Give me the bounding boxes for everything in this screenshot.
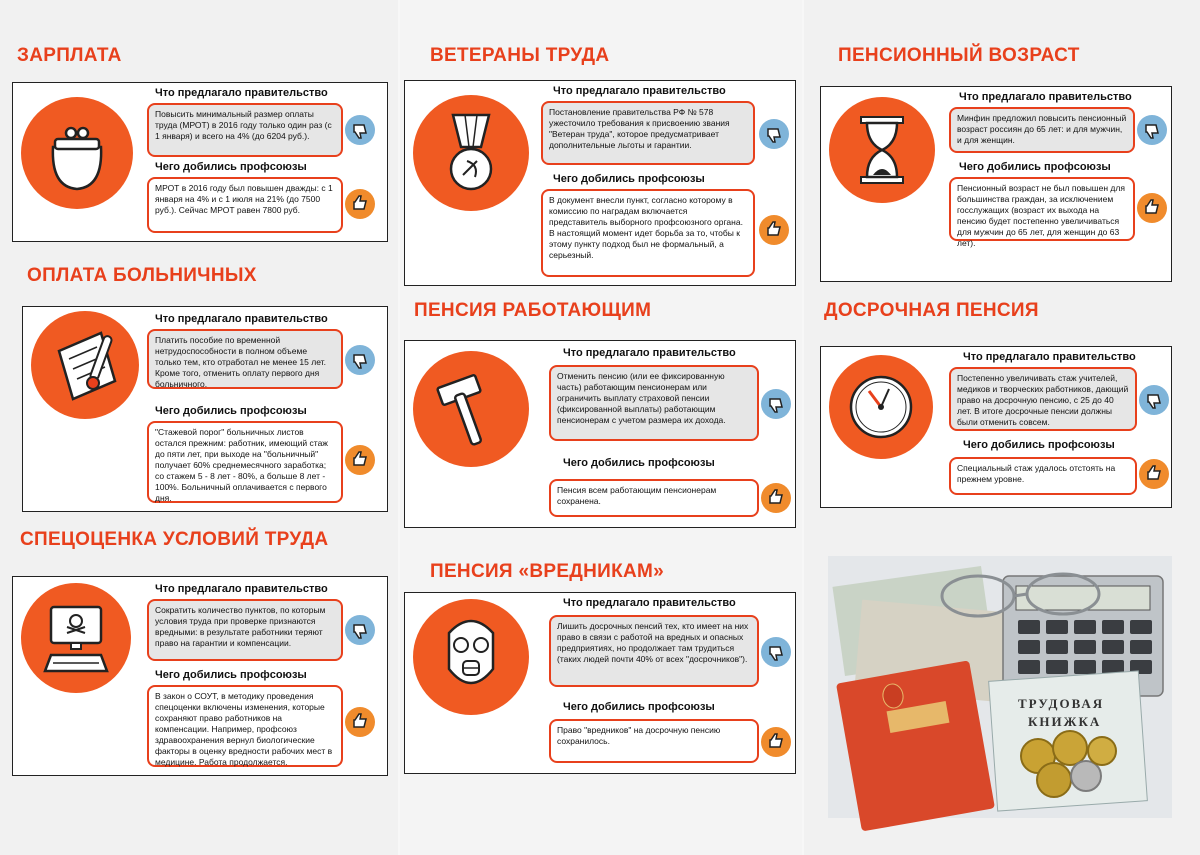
thumbs-down-icon [1139,385,1169,415]
union-result-text: Специальный стаж удалось отстоять на прежнем уровне. [949,457,1137,495]
union-label: Чего добились профсоюзы [959,161,1111,173]
gov-label: Что предлагало правительство [959,91,1132,103]
thumbs-up-icon [345,707,375,737]
thumbs-down-icon [761,389,791,419]
union-result-text: В закон о СОУТ, в методику проведения спецоценки включены изменения, которые сохраняют право работников на компенсации. Например, профсоюз здравоохранения вернул биологические факторы в оценку вредности рабочих мест в медицине. Работа продолжается. [147,685,343,767]
section-title-labor-veterans: ВЕТЕРАНЫ ТРУДА [430,45,610,66]
section-title-sick-pay: ОПЛАТА БОЛЬНИЧНЫХ [27,265,257,286]
gov-label: Что предлагало правительство [553,85,726,97]
thumbs-up-icon [759,215,789,245]
gov-proposal-text: Лишить досрочных пенсий тех, кто имеет на них право в связи с работой на вредных и опасных предприятиях, но продолжает там трудиться (таких людей почти 40% от всех "досрочников"). [549,615,759,687]
thumbs-up-icon [761,727,791,757]
thumbs-down-icon [345,115,375,145]
panel-sick-pay [22,306,388,512]
gov-proposal-text: Постепенно увеличивать стаж учителей, медиков и творческих работников, дающий право на досрочную пенсию, с 25 до 40 лет. В итоге досрочные пенсии должны были отменить совсем. [949,367,1137,431]
thumbs-up-icon [345,445,375,475]
gov-proposal-text: Повысить минимальный размер оплаты труда (МРОТ) в 2016 году только один раз (с 1 января) и всего на 4% (до 6204 руб.). [147,103,343,157]
panel-early-pension [820,346,1172,508]
gov-proposal-text: Отменить пенсию (или ее фиксированную часть) работающим пенсионерам или ограничить выплату страховой пенсии (фиксированной выплаты) работающим пенсионерам с учетом размера их дохода. [549,365,759,441]
labor-book-title-line2: КНИЖКА [1028,714,1102,729]
thumbs-up-icon [1139,459,1169,489]
union-label: Чего добились профсоюзы [563,457,715,469]
section-title-work-conditions: СПЕЦОЦЕНКА УСЛОВИЙ ТРУДА [20,529,329,550]
thumbs-up-icon [761,483,791,513]
gov-proposal-text: Минфин предложил повысить пенсионный возраст россиян до 65 лет: и для мужчин, и для женщин. [949,107,1135,153]
labor-book-photo [828,556,1172,818]
union-result-text: В документ внесли пункт, согласно которому в комиссию по наградам включается представитель выборного профсоюзного органа. В настоящий момент идет борьба за то, чтобы к этому пункту подход был не формальный, а серьезный. [541,189,755,277]
gov-label: Что предлагало правительство [155,313,328,325]
thumbs-up-icon [345,189,375,219]
section-title-retirement-age: ПЕНСИОННЫЙ ВОЗРАСТ [838,45,1080,66]
hammer-icon [413,351,529,467]
thumbs-down-icon [761,637,791,667]
panel-labor-veterans [404,80,796,286]
union-result-text: Пенсионный возраст не был повышен для большинства граждан, за исключением госслужащих (возраст их выхода на пенсию будет постепенно увеличиваться для мужчин до 65 лет, для женщин до 63 лет). [949,177,1135,241]
panel-working-pension [404,340,796,528]
union-label: Чего добились профсоюзы [155,669,307,681]
union-result-text: Пенсия всем работающим пенсионерам сохранена. [549,479,759,517]
gov-label: Что предлагало правительство [155,583,328,595]
union-result-text: "Стажевой порог" больничных листов остался прежним: работник, имеющий стаж до пяти лет, при выходе на "больничный" получает 60% среднемесячного заработка; со стажем 5 - 8 лет - 80%, а больше 8 лет - 100%. Больничный оплачивается с первого дня. [147,421,343,503]
hourglass-icon [829,97,935,203]
purse-icon [21,97,133,209]
gov-label: Что предлагало правительство [563,347,736,359]
union-label: Чего добились профсоюзы [963,439,1115,451]
union-label: Чего добились профсоюзы [563,701,715,713]
gov-proposal-text: Платить пособие по временной нетрудоспособности в полном объеме только тем, кто отработал не менее 15 лет. Кроме того, отменить оплату первого дня больничного. [147,329,343,389]
panel-retirement-age [820,86,1172,282]
labor-book-title-line1: ТРУДОВАЯ [1018,696,1105,711]
panel-work-conditions [12,576,388,776]
panel-salary [12,82,388,242]
photo-illustration [828,556,1172,818]
thumbs-down-icon [1137,115,1167,145]
thumbs-down-icon [759,119,789,149]
section-title-salary: ЗАРПЛАТА [17,45,122,66]
thumbs-down-icon [345,345,375,375]
gov-proposal-text: Сократить количество пунктов, по которым условия труда при проверке признаются вредными: в результате работники теряют право на гарантии и компенсации. [147,599,343,661]
union-label: Чего добились профсоюзы [553,173,705,185]
sick-note-thermometer-icon [31,311,139,419]
medal-icon [413,95,529,211]
section-title-early-pension: ДОСРОЧНАЯ ПЕНСИЯ [824,300,1039,321]
gov-label: Что предлагало правительство [563,597,736,609]
section-title-working-pension: ПЕНСИЯ РАБОТАЮЩИМ [414,300,652,321]
union-result-text: МРОТ в 2016 году был повышен дважды: с 1 января на 4% и с 1 июля на 21% (до 7500 руб.). Сейчас МРОТ равен 7800 руб. [147,177,343,233]
thumbs-down-icon [345,615,375,645]
gas-mask-icon [413,599,529,715]
gov-label: Что предлагало правительство [963,351,1136,363]
computer-hazard-icon [21,583,131,693]
gov-label: Что предлагало правительство [155,87,328,99]
panel-hazard-pension [404,592,796,774]
clock-icon [829,355,933,459]
gov-proposal-text: Постановление правительства РФ № 578 ужесточило требования к присвоению звания "Ветеран труда", которое предусматривает дополнительные льготы и гарантии. [541,101,755,165]
thumbs-up-icon [1137,193,1167,223]
section-title-hazard-pension: ПЕНСИЯ «ВРЕДНИКАМ» [430,561,665,582]
union-label: Чего добились профсоюзы [155,161,307,173]
union-label: Чего добились профсоюзы [155,405,307,417]
union-result-text: Право "вредников" на досрочную пенсию сохранилось. [549,719,759,763]
